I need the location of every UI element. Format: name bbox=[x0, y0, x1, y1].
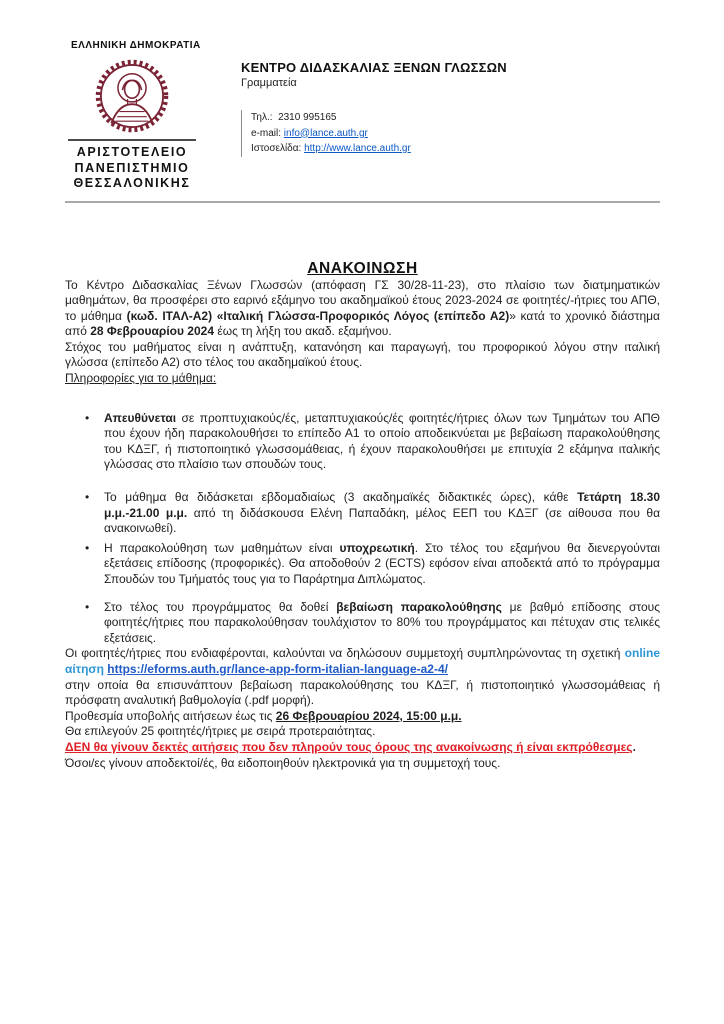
university-name-line: ΑΡΙΣΤΟΤΕΛΕΙΟ bbox=[76, 145, 188, 159]
header-divider bbox=[65, 201, 660, 203]
center-subtitle: Γραμματεία bbox=[241, 77, 297, 89]
start-date-bold: 28 Φεβρουαρίου 2024 bbox=[90, 324, 215, 339]
course-info-list bbox=[65, 411, 660, 647]
bullet-attendance: • Η παρακολούθηση των μαθημάτων είναι υποχρεωτική. Στο τέλος του εξαμήνου θα διενεργούνται εξετάσεις επίδοσης (προφορικές). Θα αποδοθούν 2 (ECTS) εφόσον είναι αποδεκτά από το πρόγραμμα Σπουδών του Τμήματός τους για το Παράρτημα Διπλώματος. bbox=[85, 541, 660, 588]
online-application-label: online αίτηση bbox=[65, 646, 660, 676]
university-identity-block bbox=[65, 58, 199, 192]
application-form-link[interactable]: https://eforms.auth.gr/lance-app-form-italian-language-a2-4/ bbox=[107, 661, 448, 676]
apply-text: Οι φοιτητές/ήτριες που ενδιαφέρονται, καλούνται να δηλώσουν συμμετοχή συμπληρώνοντας τη σχετική bbox=[65, 646, 625, 661]
email-link[interactable]: info@lance.auth.gr bbox=[283, 127, 368, 139]
intro-text: » κατά το χρονικό διάστημα από bbox=[65, 308, 660, 339]
deadline-text: Προθεσμία υποβολής αιτήσεων έως τις bbox=[65, 708, 276, 723]
page-title: ΑΝΑΚΟΙΝΩΣΗ bbox=[307, 259, 418, 277]
letterhead bbox=[65, 58, 660, 192]
goal-paragraph: Στόχος του μαθήματος είναι η ανάπτυξη, κατανόηση και παραγωγή, του προφορικού λόγου στην ιταλική γλώσσα (επίπεδο Α2) στο τέλος του ακαδημαϊκού έτους. bbox=[65, 339, 660, 370]
intro-text: έως τη λήξη του ακαδ. εξαμήνου. bbox=[214, 324, 392, 339]
logo-divider bbox=[68, 139, 196, 141]
hellenic-republic-label: ΕΛΛΗΝΙΚΗ ΔΗΜΟΚΡΑΤΙΑ bbox=[71, 40, 201, 51]
bullet-schedule: • Το μάθημα θα διδάσκεται εβδομαδιαίως (3 ακαδημαϊκές διδακτικές ώρες), κάθε Τετάρτη 18.30 μ.μ.-21.00 μ.μ. από τη διδάσκουσα Ελένη Παπαδάκη, μέλος ΕΕΠ του ΚΔΞΓ (σε αίθουσα που θα ανακοινωθεί). bbox=[85, 490, 660, 537]
website-label: Ιστοσελίδα: bbox=[251, 143, 302, 154]
notification-paragraph: Όσοι/ες γίνουν αποδεκτοί/ές, θα ειδοποιηθούν ηλεκτρονικά για τη συμμετοχή τους. bbox=[65, 755, 501, 770]
warning-paragraph: ΔΕΝ θα γίνουν δεκτές αιτήσεις που δεν πληρούν τους όρους της ανακοίνωσης ή είναι εκπρόθεσμες. bbox=[65, 739, 636, 754]
bullet-certificate: • Στο τέλος του προγράμματος θα δοθεί βεβαίωση παρακολούθησης με βαθμό επίδοσης στους φοιτητές/ήτριες που παρακολούθησαν τουλάχιστον το 80% του προγράμματος και πέτυχαν στις τελικές εξετάσεις. bbox=[85, 600, 660, 647]
bullet-audience: • Απευθύνεται σε προπτυχιακούς/ές, μεταπτυχιακούς/ές φοιτητές/ήτριες όλων των Τμημάτων του ΑΠΘ που έχουν ήδη παρακολουθήσει το επίπεδο Α1 το οποίο αποδεικνύεται με βεβαίωση παρακολούθησης του ΚΔΞΓ, ή πιστοποιητικό γλωσσομάθειας, ή έχουν παρακολουθήσει με επιτυχία 2 εξάμηνα ιταλικής γλώσσας στο πλαίσιο των σπουδών τους. bbox=[85, 411, 660, 473]
university-name-line: ΘΕΣΣΑΛΟΝΙΚΗΣ bbox=[73, 176, 191, 190]
deadline-paragraph bbox=[65, 709, 660, 725]
phone-label: Τηλ.: bbox=[251, 112, 273, 123]
university-name-line: ΠΑΝΕΠΙΣΤΗΜΙΟ bbox=[74, 160, 190, 175]
email-label: e-mail: bbox=[251, 127, 282, 139]
deadline-date: 26 Φεβρουαρίου 2024, 15:00 μ.μ. bbox=[275, 708, 462, 723]
intro-paragraph bbox=[65, 278, 660, 340]
phone-value: 2310 995165 bbox=[278, 112, 337, 123]
center-title: ΚΕΝΤΡΟ ΔΙΔΑΣΚΑΛΙΑΣ ΞΕΝΩΝ ΓΛΩΣΣΩΝ bbox=[241, 60, 507, 75]
application-paragraph bbox=[65, 646, 660, 677]
warning-text: ΔΕΝ θα γίνουν δεκτές αιτήσεις που δεν πληρούν τους όρους της ανακοίνωσης ή είναι εκπρόθεσμες bbox=[65, 739, 633, 754]
course-code-bold: (κωδ. ΙΤΑΛ-Α2) «Ιταλική Γλώσσα-Προφορικός Λόγος (επίπεδο Α2) bbox=[126, 308, 510, 323]
department-contact-block bbox=[241, 58, 660, 192]
attachments-paragraph: στην οποία θα επισυνάπτουν βεβαίωση παρακολούθησης του ΚΔΞΓ, ή πιστοποιητικό γλωσσομάθειας ή πρόσφατη αναλυτική βαθμολογία (.pdf μορφή). bbox=[65, 677, 660, 708]
intro-text: Το Κέντρο Διδασκαλίας Ξένων Γλωσσών (απόφαση ΓΣ 30/28-11-23), στο πλαίσιο των διατμηματικών μαθημάτων, θα προσφέρει στο εαρινό εξάμηνο του ακαδημαϊκού έτους 2023-2024 σε φοιτητές/-ήτριες του ΑΠΘ, το μάθημα bbox=[65, 277, 660, 323]
website-link[interactable]: http://www.lance.auth.gr bbox=[304, 143, 411, 154]
university-emblem-logo bbox=[95, 58, 169, 134]
website-line bbox=[251, 141, 660, 157]
email-line bbox=[251, 126, 660, 142]
selection-paragraph: Θα επιλεγούν 25 φοιτητές/ήτριες με σειρά προτεραιότητας. bbox=[65, 724, 376, 739]
info-heading: Πληροφορίες για το μάθημα: bbox=[65, 371, 217, 386]
phone-line bbox=[251, 110, 660, 126]
contact-block bbox=[241, 110, 660, 157]
